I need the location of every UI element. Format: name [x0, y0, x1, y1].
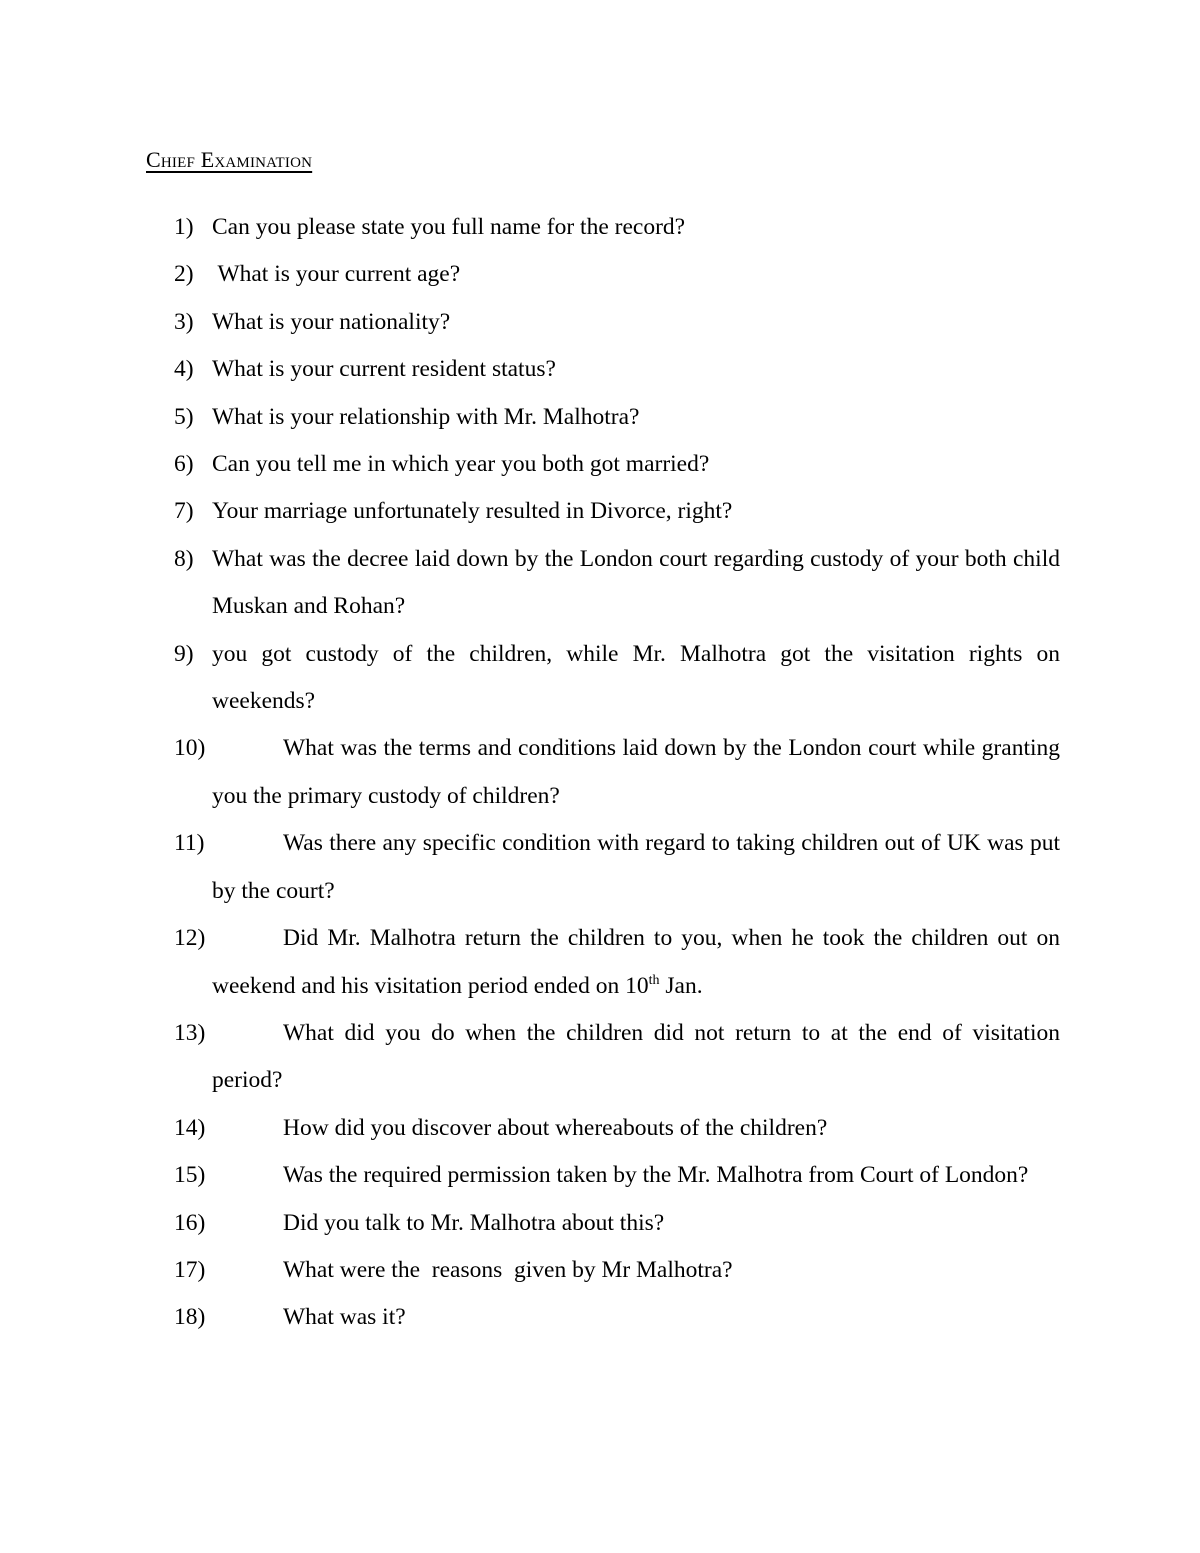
- question-number: 3): [174, 308, 194, 335]
- question-number: 1): [174, 214, 194, 240]
- question-item: [174, 1247, 1060, 1294]
- question-text: you got custody of the children, while Mr. Malhotra got the visitation rights on weekends?: [212, 640, 1060, 715]
- question-number: 12): [174, 925, 206, 952]
- question-item: [174, 1105, 1060, 1152]
- question-text: What is your current age?: [212, 261, 461, 288]
- question-number: 5): [174, 403, 194, 430]
- question-number: 4): [174, 356, 194, 383]
- question-item: [174, 536, 1060, 631]
- question-number: 16): [174, 1209, 206, 1236]
- question-item: [174, 1152, 1060, 1199]
- question-text: Can you please state you full name for the record?: [212, 214, 686, 240]
- question-number: 17): [174, 1256, 206, 1283]
- question-item: [174, 1010, 1060, 1105]
- question-text: How did you discover about whereabouts of the children?: [283, 1114, 828, 1141]
- question-text: Did you talk to Mr. Malhotra about this?: [283, 1209, 665, 1236]
- question-text: What is your relationship with Mr. Malhotra?: [212, 403, 640, 430]
- question-text: Can you tell me in which year you both got married?: [212, 451, 710, 478]
- question-text: [212, 915, 1060, 1010]
- question-number: 8): [174, 545, 194, 572]
- question-text: Was there any specific condition with regard to taking children out of UK was put by the court?: [212, 830, 1060, 904]
- question-item: [174, 488, 1060, 535]
- question-item: [174, 725, 1060, 820]
- question-item: [174, 915, 1060, 1010]
- question-item: [174, 204, 1060, 251]
- question-number: 11): [174, 830, 205, 857]
- question-text: What did you do when the children did not return to at the end of visitation period?: [212, 1019, 1060, 1094]
- question-text: What was the terms and conditions laid down by the London court while granting you the primary custody of children?: [212, 735, 1060, 809]
- question-item: [174, 346, 1060, 393]
- question-item: [174, 394, 1060, 441]
- question-list: [174, 204, 1060, 1342]
- question-text: What was it?: [283, 1304, 406, 1331]
- question-number: 18): [174, 1304, 206, 1331]
- question-number: 14): [174, 1114, 206, 1141]
- question-text-end: Jan.: [659, 972, 703, 999]
- question-text: What were the reasons given by Mr Malhotra?: [283, 1256, 733, 1283]
- question-number: 13): [174, 1019, 206, 1046]
- question-item: [174, 441, 1060, 488]
- question-item: [174, 631, 1060, 726]
- section-heading: Chief Examination: [146, 147, 313, 172]
- question-item: [174, 1294, 1060, 1341]
- question-text: Your marriage unfortunately resulted in Divorce, right?: [212, 498, 733, 525]
- question-text: What is your nationality?: [212, 308, 451, 335]
- question-text: What was the decree laid down by the London court regarding custody of your both child Muskan and Rohan?: [212, 545, 1060, 620]
- question-number: 7): [174, 498, 194, 525]
- question-item: [174, 299, 1060, 346]
- question-text: What is your current resident status?: [212, 356, 556, 383]
- question-number: 6): [174, 451, 194, 478]
- question-text: Was the required permission taken by the Mr. Malhotra from Court of London?: [283, 1162, 1029, 1189]
- question-number: 2): [174, 261, 194, 288]
- ordinal-suffix: th: [648, 972, 660, 988]
- question-item: [174, 820, 1060, 915]
- question-number: 9): [174, 640, 194, 667]
- question-number: 10): [174, 735, 206, 762]
- question-number: 15): [174, 1162, 206, 1189]
- question-item: [174, 1200, 1060, 1247]
- question-item: [174, 251, 1060, 298]
- question-text-main: Did Mr. Malhotra return the children to you, when he took the children out on weekend and his visitation period ended on 10: [212, 925, 1060, 999]
